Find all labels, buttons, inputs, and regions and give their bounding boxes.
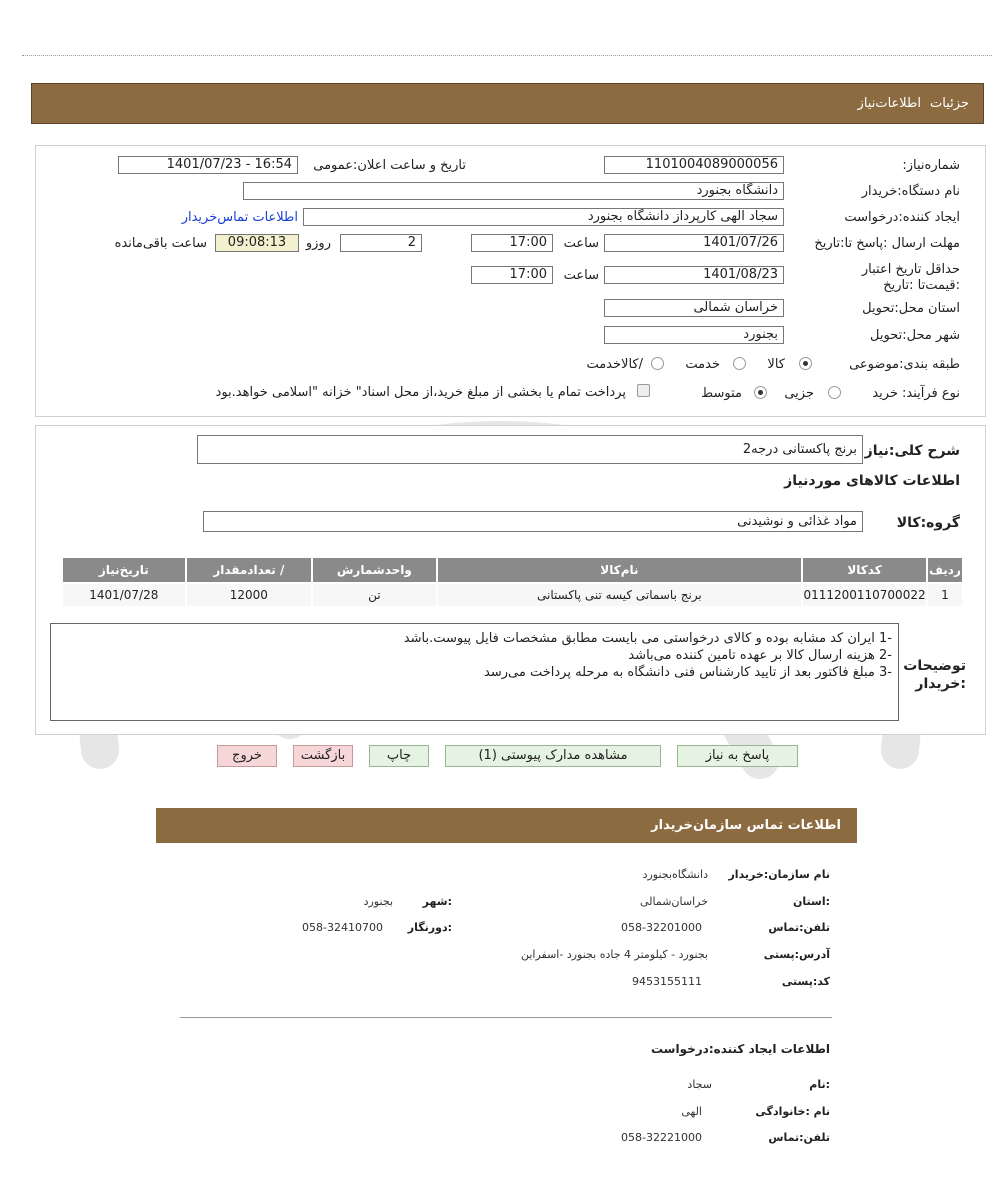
family-label: نام :خانوادگی — [755, 1105, 830, 1118]
announce-field: 1401/07/23 - 16:54 — [118, 156, 298, 174]
buyer-contact-link[interactable]: اطلاعات تماس‌خریدار — [181, 210, 298, 225]
process-minor-radio[interactable] — [828, 386, 841, 399]
creator-phone-label: تلفن:تماس — [768, 1131, 830, 1144]
days-field: 2 — [340, 234, 422, 252]
category-both-radio[interactable] — [651, 357, 664, 370]
address-label: آدرس:پستی — [763, 948, 830, 961]
buyer-notes-label: توضیحات :خریدار — [903, 658, 966, 692]
contact-title: اطلاعات تماس سازمان‌خریدار — [651, 818, 841, 833]
exit-button[interactable]: خروج — [217, 745, 277, 767]
need-number-field: 1101004089000056 — [604, 156, 784, 174]
city-contact-label: :شهر — [422, 895, 452, 908]
category-service-label: خدمت — [685, 357, 720, 372]
contact-header — [156, 808, 857, 843]
cell-need-date: 1401/07/28 — [63, 584, 185, 606]
group-field: مواد غذائی و نوشیدنی — [203, 511, 863, 532]
buyer-org-field: دانشگاه بجنورد — [243, 182, 784, 200]
breadcrumb-need-info[interactable]: اطلاعات‌نیاز — [857, 96, 921, 111]
buyer-note-line-3: -3 مبلغ فاکتور بعد از تایید کارشناس فنی دانشگاه به مرحله پرداخت می‌رسد — [484, 665, 892, 680]
items-table-header — [63, 558, 962, 582]
category-goods-label: کالا — [767, 357, 785, 372]
process-medium-label: متوسط — [701, 386, 742, 401]
org-value: دانشگاه‌بجنورد — [642, 868, 708, 881]
items-table — [61, 556, 964, 608]
province-contact-value: خراسان‌شمالی — [639, 895, 708, 908]
validity-label: حداقل تاریخ اعتبار :قیمت‌تا :تاریخ — [861, 262, 960, 293]
table-row — [63, 584, 962, 606]
header-need-date: تاریخ‌نیاز — [63, 558, 185, 582]
name-value: سجاد — [687, 1078, 712, 1091]
province-field: خراسان شمالی — [604, 299, 784, 317]
reply-button[interactable]: پاسخ به نیاز — [677, 745, 798, 767]
top-divider — [22, 55, 992, 56]
creator-field: سجاد الهی کارپرداز دانشگاه بجنورد — [303, 208, 784, 226]
postal-label: کد:پستی — [781, 975, 830, 988]
cell-unit: تن — [313, 584, 436, 606]
view-docs-button[interactable]: مشاهده مدارک پیوستی (1) — [445, 745, 661, 767]
city-contact-value: بجنورد — [363, 895, 393, 908]
city-label: شهر محل:تحویل — [870, 328, 960, 343]
group-label: گروه:کالا — [896, 515, 960, 531]
treasury-payment-checkbox[interactable] — [637, 384, 650, 397]
province-label: استان محل:تحویل — [862, 301, 960, 316]
header-item-code: کدکالا — [803, 558, 926, 582]
process-minor-label: جزیی — [784, 386, 814, 401]
creator-phone-value: 058-32221000 — [621, 1131, 702, 1144]
validity-time-field: 17:00 — [471, 266, 553, 284]
description-field: برنج پاکستانی درجه2 — [197, 435, 863, 464]
phone-label: تلفن:تماس — [768, 921, 830, 934]
city-field: بجنورد — [604, 326, 784, 344]
remaining-timer: 09:08:13 — [215, 234, 299, 252]
header-item-name: نام‌کالا — [438, 558, 802, 582]
deadline-label: مهلت ارسال :پاسخ تا:تاریخ — [814, 236, 960, 251]
announce-label: تاریخ و ساعت اعلان:عمومی — [313, 158, 466, 173]
category-label: طبقه بندی:موضوعی — [849, 357, 960, 372]
fax-label: :دورنگار — [407, 921, 452, 934]
deadline-time-label: ساعت — [563, 236, 599, 251]
process-label: نوع فرآیند: — [902, 386, 960, 401]
category-goods-radio[interactable] — [799, 357, 812, 370]
cell-row-number: 1 — [928, 584, 962, 606]
cell-quantity: 12000 — [187, 584, 312, 606]
process-medium-radio[interactable] — [754, 386, 767, 399]
category-service-radio[interactable] — [733, 357, 746, 370]
treasury-payment-label: پرداخت تمام یا بخشی از مبلغ خرید،از محل اسناد" خزانه "اسلامی خواهد.بود — [215, 385, 626, 400]
buyer-notes-box — [50, 623, 899, 721]
deadline-date-field: 1401/07/26 — [604, 234, 784, 252]
family-value: الهی — [681, 1105, 702, 1118]
phone-value: 058-32201000 — [621, 921, 702, 934]
deadline-time-field: 17:00 — [471, 234, 553, 252]
breadcrumb — [31, 83, 984, 124]
back-button[interactable]: بازگشت — [293, 745, 353, 767]
remaining-label: ساعت باقی‌مانده — [114, 236, 207, 251]
days-label: روزو — [305, 236, 331, 251]
contact-divider — [180, 1017, 832, 1018]
validity-time-label: ساعت — [563, 268, 599, 283]
province-contact-label: :استان — [793, 895, 830, 908]
buyer-org-label: نام دستگاه:خریدار — [861, 184, 960, 199]
org-label: نام سازمان:خریدار — [728, 868, 830, 881]
print-button[interactable]: چاپ — [369, 745, 429, 767]
need-number-label: شماره‌نیاز: — [902, 158, 960, 173]
name-label: :نام — [809, 1078, 830, 1091]
breadcrumb-details[interactable]: جزئیات — [930, 96, 969, 111]
address-value: بجنورد - کیلومتر 4 جاده بجنورد -اسفراین — [520, 948, 708, 961]
cell-item-name: برنج باسماتی کیسه تنی پاکستانی — [438, 584, 802, 606]
header-unit: واحدشمارش — [313, 558, 436, 582]
header-row-number: ردیف — [928, 558, 962, 582]
header-quantity: / تعدادمقدار — [187, 558, 312, 582]
fax-value: 058-32410700 — [302, 921, 383, 934]
category-both-label: /کالاخدمت — [586, 357, 643, 372]
goods-info-title: اطلاعات کالاهای موردنیاز — [784, 473, 960, 489]
creator-label: ایجاد کننده:درخواست — [844, 210, 960, 225]
cell-item-code: 0111200110700022 — [803, 584, 926, 606]
process-purchase-label: خرید — [872, 386, 898, 401]
description-label: شرح کلی:نیاز — [864, 443, 960, 459]
buyer-note-line-1: -1 ایران کد مشابه بوده و کالای درخواستی می بایست مطابق مشخصات فایل پیوست.باشد — [403, 631, 892, 646]
postal-value: 9453155111 — [632, 975, 702, 988]
validity-date-field: 1401/08/23 — [604, 266, 784, 284]
buyer-note-line-2: -2 هزینه ارسال کالا بر عهده تامین کننده می‌باشد — [628, 648, 892, 663]
creator-info-title: اطلاعات ایجاد کننده:درخواست — [650, 1042, 830, 1056]
